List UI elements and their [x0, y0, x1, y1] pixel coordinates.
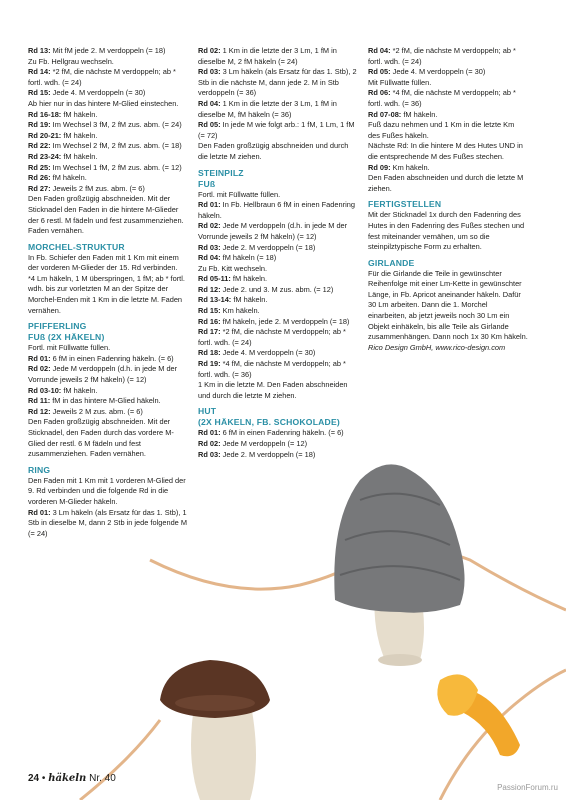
instruction-text: *4 fM, die nächste M verdoppeln; ab * fortl. wdh. (= 36): [368, 88, 516, 108]
round-label: Rd 12:: [198, 284, 221, 294]
instruction-line: [198, 67, 358, 99]
round-label: Rd 13:: [28, 46, 51, 55]
instruction-line: [368, 88, 528, 109]
instruction-text: fM häkeln.: [61, 151, 98, 161]
instruction-line: [198, 264, 358, 275]
instruction-line: [28, 120, 190, 131]
round-label: Rd 13-14:: [198, 295, 232, 305]
garland-string-lower: [80, 720, 160, 800]
instruction-text: Jede M verdoppeln (d.h. in jede M der Vorrunde jeweils 2 fM häkeln) (= 12): [28, 364, 178, 385]
instruction-line: [198, 221, 358, 242]
column-left: [28, 46, 190, 539]
round-label: Rd 04:: [368, 46, 391, 55]
instruction-text: Fortl. mit Füllwatte füllen.: [28, 343, 111, 353]
instruction-text: Im Wechsel 3 fM, 2 fM zus. abm. (= 24): [50, 120, 182, 130]
instruction-text: fM häkeln.: [231, 295, 268, 305]
instruction-line: [28, 46, 190, 57]
instruction-text: In jede M wie folgt arb.: 1 fM, 1 Lm, 1 fM (= 72): [198, 120, 355, 140]
round-label: Rd 22:: [28, 141, 51, 151]
garland-string: [150, 550, 566, 610]
instruction-text: Den Faden abschneiden und durch die letzte M ziehen.: [368, 173, 524, 193]
instruction-line: [28, 173, 190, 184]
instruction-line: [28, 163, 190, 174]
instruction-text: Jede 2. und 3. M zus. abm. (= 12): [220, 284, 334, 294]
instruction-line: [28, 386, 190, 397]
instruction-line: [28, 141, 190, 152]
instruction-line: [28, 417, 190, 459]
round-label: Rd 02:: [28, 364, 51, 374]
instruction-line: [28, 131, 190, 142]
round-label: Rd 04:: [198, 98, 221, 108]
instruction-text: fM häkeln, jede 2. M verdoppeln (= 18): [220, 316, 350, 326]
round-label: Rd 14:: [28, 67, 51, 77]
garland-string-right: [440, 670, 566, 800]
instruction-line: [368, 173, 528, 194]
round-label: Rd 16:: [198, 316, 221, 326]
instruction-text: 1 Km in die letzte der 3 Lm, 1 fM in dieselbe M, fM häkeln (= 36): [198, 98, 337, 119]
instruction-text: Jede M verdoppeln (= 12): [220, 439, 308, 448]
instruction-line: [198, 317, 358, 328]
round-label: Rd 25:: [28, 162, 51, 172]
credit-line: Rico Design GmbH, www.rico-design.com: [368, 342, 506, 352]
instruction-line: [368, 269, 528, 343]
section-heading: FUß: [198, 178, 216, 189]
instruction-text: Im Wechsel 2 fM, 2 fM zus. abm. (= 18): [50, 141, 182, 151]
instruction-line: [28, 110, 190, 121]
instruction-line: [198, 359, 358, 380]
round-label: Rd 16-18:: [28, 109, 62, 119]
instruction-line: [28, 88, 190, 99]
instruction-line: [28, 508, 190, 540]
round-label: Rd 19:: [28, 120, 51, 130]
instruction-text: Im Wechsel 1 fM, 2 fM zus. abm. (= 12): [50, 162, 182, 172]
instruction-line: [28, 274, 190, 316]
instruction-line: [198, 450, 358, 461]
instruction-line: [28, 364, 190, 385]
instruction-line: [198, 327, 358, 348]
round-label: Rd 09:: [368, 162, 391, 172]
page-number: 24: [28, 773, 40, 784]
round-label: Rd 18:: [198, 348, 221, 358]
column-middle: [198, 46, 358, 460]
round-label: Rd 06:: [368, 88, 391, 98]
instruction-line: [198, 253, 358, 264]
instruction-line: [28, 396, 190, 407]
round-label: Rd 02:: [198, 46, 221, 55]
section-heading: (2X HÄKELN, FB. SCHOKOLADE): [198, 417, 340, 428]
instruction-text: fM in das hintere M-Glied häkeln.: [50, 396, 161, 406]
round-label: Rd 03-10:: [28, 385, 62, 395]
instruction-text: Jeweils 2 fM zus. abm. (= 6): [50, 183, 145, 193]
section-heading: RING: [28, 464, 51, 475]
instruction-line: [198, 190, 358, 201]
instruction-line: [198, 120, 358, 141]
instruction-text: Fuß dazu nehmen und 1 Km in die letzte Km des Fußes häkeln.: [368, 120, 515, 140]
instruction-line: [368, 78, 528, 89]
instruction-text: 1 Km in die letzte der 3 Lm, 1 fM in dieselbe M, 2 fM häkeln (= 24): [198, 46, 337, 66]
instruction-text: *2 fM, die nächste M verdoppeln; ab * fortl. wdh. (= 24): [368, 46, 516, 66]
instruction-text: Km häkeln.: [390, 162, 430, 172]
instruction-text: Für die Girlande die Teile in gewünschter Reihenfolge mit einer Lm-Kette in gewünschter Länge, in Fb. Apricot aneinander häkeln. Dafür 30 Lm arbeiten. Dann die 1. Morchel einarbeiten, ab jetzt jeweils noch 30 Lm ein Objekt einhäkeln, bis alle Teile als Girlande zusammenhängen. Dann noch 1x 30 Km häkeln.: [368, 268, 528, 342]
round-label: Rd 02:: [198, 221, 221, 231]
instruction-line: [198, 243, 358, 254]
instruction-line: [368, 141, 528, 162]
instruction-text: 1 Km in die letzte M. Den Faden abschneiden und durch die letzte M ziehen.: [198, 380, 348, 400]
instruction-text: Den Faden großzügig abschneiden. Mit der Sticknadel, den Faden durch das vordere M-Glied der restl. 6 M fädeln und fest zusammenziehen. Faden vernähen.: [28, 417, 174, 459]
round-label: Rd 17:: [198, 327, 221, 337]
instruction-line: [368, 67, 528, 78]
instruction-line: [28, 194, 190, 236]
instruction-text: Den Faden großzügig abschneiden. Mit der Sticknadel den Faden in die hintere M-Glieder der 6 restl. M fädeln und fest zusammenziehen. Faden vernähen.: [28, 194, 184, 236]
instruction-text: *4 Lm häkeln, 1 M überspringen, 1 fM; ab * fortl. wdh. bis zur vorletzten M an der Spitze der Morchel-Enden mit 1 Km in die letzte M. Faden vernähen.: [28, 273, 185, 315]
instruction-line: [28, 99, 190, 110]
issue-number: Nr. 40: [89, 773, 116, 784]
instruction-text: Jede 2. M verdoppeln (= 18): [220, 242, 316, 252]
instruction-line: [198, 99, 358, 120]
instruction-text: Mit der Sticknadel 1x durch den Fadenring des Hutes in den Fadenring des Fußes stechen und fest miteinander vernähen, um so die steinpilztypische Form zu erhalten.: [368, 210, 525, 252]
watermark: PassionForum.ru: [497, 783, 558, 792]
section-heading: FUß (2X HÄKELN): [28, 332, 105, 343]
instruction-text: *4 fM, die nächste M verdoppeln; ab * fortl. wdh. (= 36): [198, 359, 346, 379]
instruction-line: [198, 285, 358, 296]
instruction-line: [28, 152, 190, 163]
instruction-line: [198, 439, 358, 450]
round-label: Rd 01:: [198, 200, 221, 210]
instruction-line: [28, 354, 190, 365]
instruction-line: [28, 184, 190, 195]
instruction-line: [198, 428, 358, 439]
round-label: Rd 12:: [28, 406, 51, 416]
round-label: Rd 02:: [198, 439, 221, 448]
instruction-line: [368, 210, 528, 252]
instruction-line: [198, 380, 358, 401]
instruction-line: [198, 274, 358, 285]
instruction-line: [368, 120, 528, 141]
round-label: Rd 03:: [198, 242, 221, 252]
instruction-line: [28, 343, 190, 354]
instruction-line: [28, 253, 190, 274]
chanterelle-mushroom: [437, 674, 520, 756]
instruction-text: 6 fM in einen Fadenring häkeln. (= 6): [50, 353, 174, 363]
round-label: Rd 19:: [198, 359, 221, 369]
instruction-line: [198, 141, 358, 162]
instruction-text: fM häkeln.: [230, 274, 268, 284]
column-right: [368, 46, 528, 353]
instruction-text: fM häkeln.: [61, 385, 98, 395]
round-label: Rd 04:: [198, 253, 221, 263]
instruction-text: Jede 4. M verdoppeln (= 30): [50, 88, 146, 98]
instruction-text: Jede 2. M verdoppeln (= 18): [220, 449, 316, 459]
section-heading: PFIFFERLING: [28, 321, 87, 332]
instruction-line: [198, 295, 358, 306]
magazine-brand: häkeln: [48, 773, 87, 784]
instruction-line: [198, 200, 358, 221]
instruction-text: Jede 4. M verdoppeln (= 30): [220, 348, 316, 358]
instruction-text: 3 Lm häkeln (als Ersatz für das 1. Stb), 1 Stb in dieselbe M, dann 2 Stb in jede folgende M (= 24): [28, 507, 188, 538]
section-heading: STEINPILZ: [198, 167, 244, 178]
instruction-text: 6 fM in einen Fadenring häkeln. (= 6): [220, 428, 344, 438]
round-label: Rd 05-11:: [198, 274, 231, 284]
instruction-text: Jede M verdoppeln (d.h. in jede M der Vorrunde jeweils 2 fM häkeln) (= 12): [198, 221, 348, 241]
instruction-text: Jeweils 2 M zus. abm. (= 6): [50, 406, 143, 416]
instruction-text: fM häkeln.: [401, 109, 438, 119]
instruction-text: In Fb. Schiefer den Faden mit 1 Km mit einem der vorderen M-Glieder der 15. Rd verbinden.: [28, 252, 179, 273]
instruction-text: Nächste Rd: In die hintere M des Hutes UND in die entsprechende M des Fußes stechen.: [368, 141, 523, 161]
instruction-text: fM häkeln.: [50, 173, 87, 183]
round-label: Rd 03:: [198, 67, 221, 77]
instruction-line: [28, 67, 190, 88]
instruction-text: Jede 4. M verdoppeln (= 30): [390, 67, 486, 77]
round-label: Rd 01:: [28, 507, 51, 517]
instruction-line: [28, 57, 190, 68]
instruction-text: Den Faden mit 1 Km mit 1 vorderen M-Glied der 9. Rd verbinden und die folgende Rd in die vorderen M-Glieder häkeln.: [28, 475, 186, 506]
round-label: Rd 20-21:: [28, 130, 62, 140]
page-footer: [28, 773, 116, 784]
section-heading: HUT: [198, 406, 217, 417]
instruction-text: *2 fM, die nächste M verdoppeln; ab * fortl. wdh. (= 24): [198, 327, 346, 347]
instruction-text: fM häkeln.: [61, 130, 98, 140]
instruction-text: Mit Füllwatte füllen.: [368, 77, 432, 87]
instruction-line: [198, 46, 358, 67]
instruction-line: [198, 348, 358, 359]
morel-mushroom: [334, 464, 464, 666]
round-label: Rd 15:: [198, 306, 221, 316]
instruction-text: Zu Fb. Hellgrau wechseln.: [28, 56, 114, 66]
section-heading: MORCHEL-STRUKTUR: [28, 241, 125, 252]
instruction-line: [198, 306, 358, 317]
round-label: Rd 05:: [198, 120, 221, 130]
round-label: Rd 07-08:: [368, 109, 402, 119]
round-label: Rd 15:: [28, 88, 51, 98]
instruction-text: Km häkeln.: [220, 306, 260, 316]
instruction-text: In Fb. Hellbraun 6 fM in einen Fadenring häkeln.: [198, 200, 355, 220]
instruction-text: *2 fM, die nächste M verdoppeln; ab * fortl. wdh. (= 24): [28, 67, 176, 87]
instruction-text: Mit fM jede 2. M verdoppeln (= 18): [50, 46, 166, 55]
instruction-text: fM häkeln.: [61, 109, 98, 119]
instruction-line: [368, 46, 528, 67]
round-label: Rd 27:: [28, 183, 51, 193]
section-heading: GIRLANDE: [368, 257, 415, 268]
round-label: Rd 23-24:: [28, 151, 62, 161]
porcini-mushroom: [160, 660, 270, 800]
round-label: Rd 03:: [198, 449, 221, 459]
instruction-line: [28, 476, 190, 508]
round-label: Rd 01:: [28, 353, 51, 363]
round-label: Rd 11:: [28, 396, 51, 406]
round-label: Rd 01:: [198, 428, 221, 438]
round-label: Rd 05:: [368, 67, 391, 77]
instruction-text: fM häkeln (= 18): [220, 253, 277, 263]
footer-bullet: •: [41, 773, 46, 784]
instruction-text: Den Faden großzügig abschneiden und durch die letzte M ziehen.: [198, 141, 349, 161]
instruction-text: Ab hier nur in das hintere M-Glied einstechen.: [28, 98, 179, 108]
instruction-text: Zu Fb. Kitt wechseln.: [198, 263, 268, 273]
instruction-line: [28, 407, 190, 418]
section-heading: FERTIGSTELLEN: [368, 199, 442, 210]
instruction-text: Fortl. mit Füllwatte füllen.: [198, 189, 281, 199]
round-label: Rd 26:: [28, 173, 51, 183]
instruction-line: [368, 163, 528, 174]
instruction-line: [368, 110, 528, 121]
instruction-text: 3 Lm häkeln (als Ersatz für das 1. Stb), 2 Stb in die nächste M, dann jede 2. M in Stb verdoppeln (= 36): [198, 67, 357, 98]
